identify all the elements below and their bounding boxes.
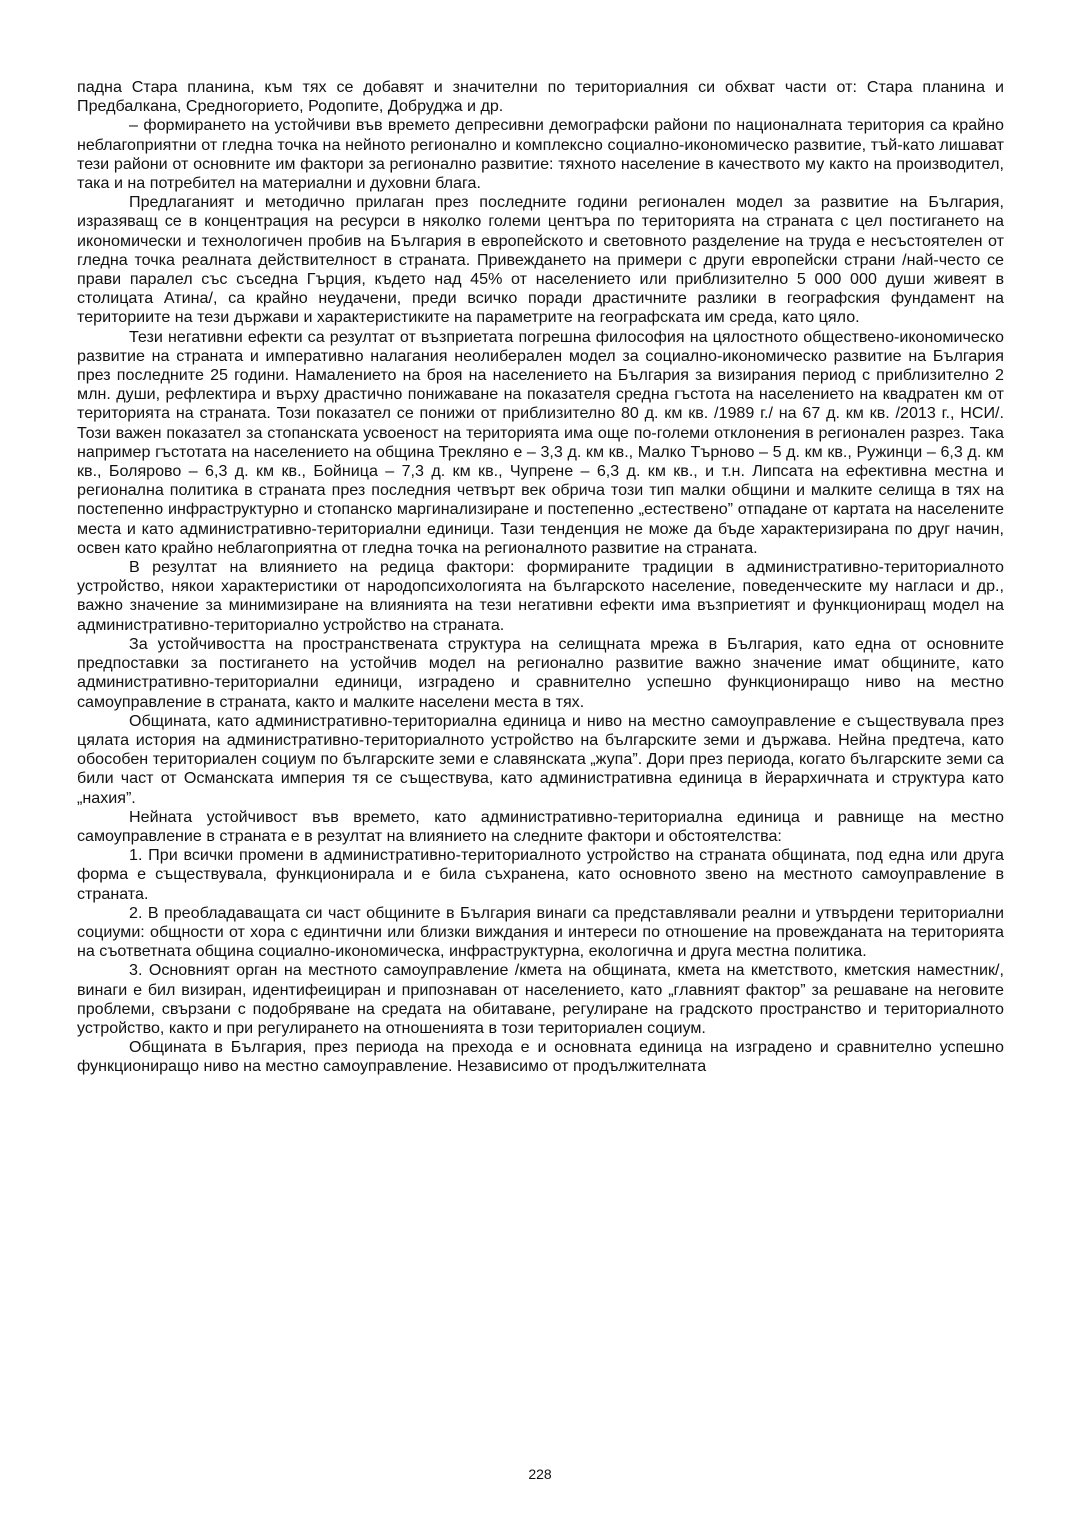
paragraph-7: Общината, като административно-териториална единица и ниво на местно самоуправление е съществувала през цялата история на административно-териториалното устройство на българските земи и държава. Нейна предтеча, като обособен териториален социум по българските земи е славянската „жупа”. Дори през периода, когато българските земи са били част от Османската империя тя се съществува, като административна единица в йерархичната и структура като „нахия”. <box>77 711 1004 807</box>
page-body <box>77 78 1004 1077</box>
page-number: 228 <box>528 1466 552 1482</box>
paragraph-1: падна Стара планина, към тях се добавят и значителни по териториалния си обхват части от: Стара планина и Предбалкана, Средногорието, Родопите, Добруджа и др. <box>77 78 1004 116</box>
paragraph-5: В резултат на влиянието на редица фактори: формираните традиции в административно-териториалното устройство, някои характеристики от народопсихологията на българското население, поведенческите му нагласи и др., важно значение за минимизиране на влиянията на тези негативни ефекти има възприетият и функциониращ модел на административно-териториално устройство на страната. <box>77 558 1004 634</box>
paragraph-2: – формирането на устойчиви във времето депресивни демографски райони по националната територия са крайно неблагоприятни от гледна точка на нейното регионално и комплексно социално-икономическо развитие, тъй-като лишават тези райони от основните им фактори за регионално развитие: тяхното население в качеството му както на производител, така и на потребител на материални и духовни блага. <box>77 116 1004 193</box>
paragraph-3: Предлаганият и методично прилаган през последните години регионален модел за развитие на България, изразяващ се в концентрация на ресурси в няколко големи центъра по територията на страната с цел постигането на икономически и технологичен пробив на България в европейското и световното разделение на труда е несъстоятелен от гледна точка реалната действителност в страната. Привеждането на примери с други европейски страни /най-често се прави паралел със съседна Гърция, където над 45% от населението или приблизително 5 000 000 души живеят в столицата Атина/, са крайно неудачени, преди всичко поради драстичните разлики в географския фундамент на териториите на тези държави и характеристиките на параметрите на географската им среда, като цяло. <box>77 193 1004 327</box>
paragraph-6: За устойчивостта на пространствената структура на селищната мрежа в България, като една от основните предпоставки за постигането на устойчив модел на регионално развитие важно значение имат общините, като административно-териториални единици, изградено и сравнително успешно функциониращо ниво на местно самоуправление в страната, както и малките населени места в тях. <box>77 634 1004 711</box>
list-item-3: 3. Основният орган на местното самоуправление /кмета на общината, кмета на кметството, кметския наместник/, винаги е бил визиран, идентифеициран и припознаван от населението, като „главният фактор” за решаване на неговите проблеми, свързани с подобряване на средата на обитаване, регулиране на градското пространство и териториалното устройство, както и при регулирането на отношенията в този териториален социум. <box>77 961 1004 1037</box>
paragraph-8: Нейната устойчивост във времето, като административно-териториална единица и равнище на местно самоуправление в страната е в резултат на влиянието на следните фактори и обстоятелства: <box>77 807 1004 845</box>
list-item-1: 1. При всички промени в административно-териториалното устройство на страната общината, под една или друга форма е съществувала, функционирала и е била съхранена, като основното звено на местното самоуправление в страната. <box>77 846 1004 903</box>
paragraph-9: Общината в България, през периода на прехода е и основната единица на изградено и сравнително успешно функциониращо ниво на местно самоуправление. Независимо от продължителната <box>77 1038 1004 1076</box>
list-item-2: 2. В преобладаващата си част общините в България винаги са представлявали реални и утвърдени териториални социуми: общности от хора с единтични или близки виждания и интереси по отношение на провежданата на територията на съответната община социално-икономическа, инфраструктурна, екологична и друга местна политика. <box>77 903 1004 961</box>
paragraph-4: Тези негативни ефекти са резултат от възприетата погрешна философия на цялостното обществено-икономическо развитие на страната и императивно налагания неолиберален модел за социално-икономическо развитие на България през последните 25 години. Намалението на броя на населението на България за визирания период с приблизително 2 млн. души, рефлектира и върху драстично понижаване на показателя средна гъстота на населението на квадратен км от територията на страната. Този показател се понижи от приблизително 80 д. км кв. /1989 г./ на 67 д. км кв. /2013 г., НСИ/. Този важен показател за стопанската усвоеност на територията има още по-големи отклонения в регионален разрез. Така например гъстотата на населението на община Трекляно е – 3,3 д. км кв., Малко Търново – 5 д. км кв., Ружинци – 6,3 д. км кв., Болярово – 6,3 д. км кв., Бойница – 7,3 д. км кв., Чупрене – 6,3 д. км кв., и т.н. Липсата на ефективна местна и регионална политика в страната през последния четвърт век обрича този тип малки общини и малките селища в тях на постепенно инфраструктурно и стопанско маргинализиране и постепенно „естествено” отпадане от картата на населените места и като административно-териториални единици. Тази тенденция не може да бъде характеризирана по друг начин, освен като крайно неблагоприятна от гледна точка на регионалното развитие на страната. <box>77 327 1004 557</box>
